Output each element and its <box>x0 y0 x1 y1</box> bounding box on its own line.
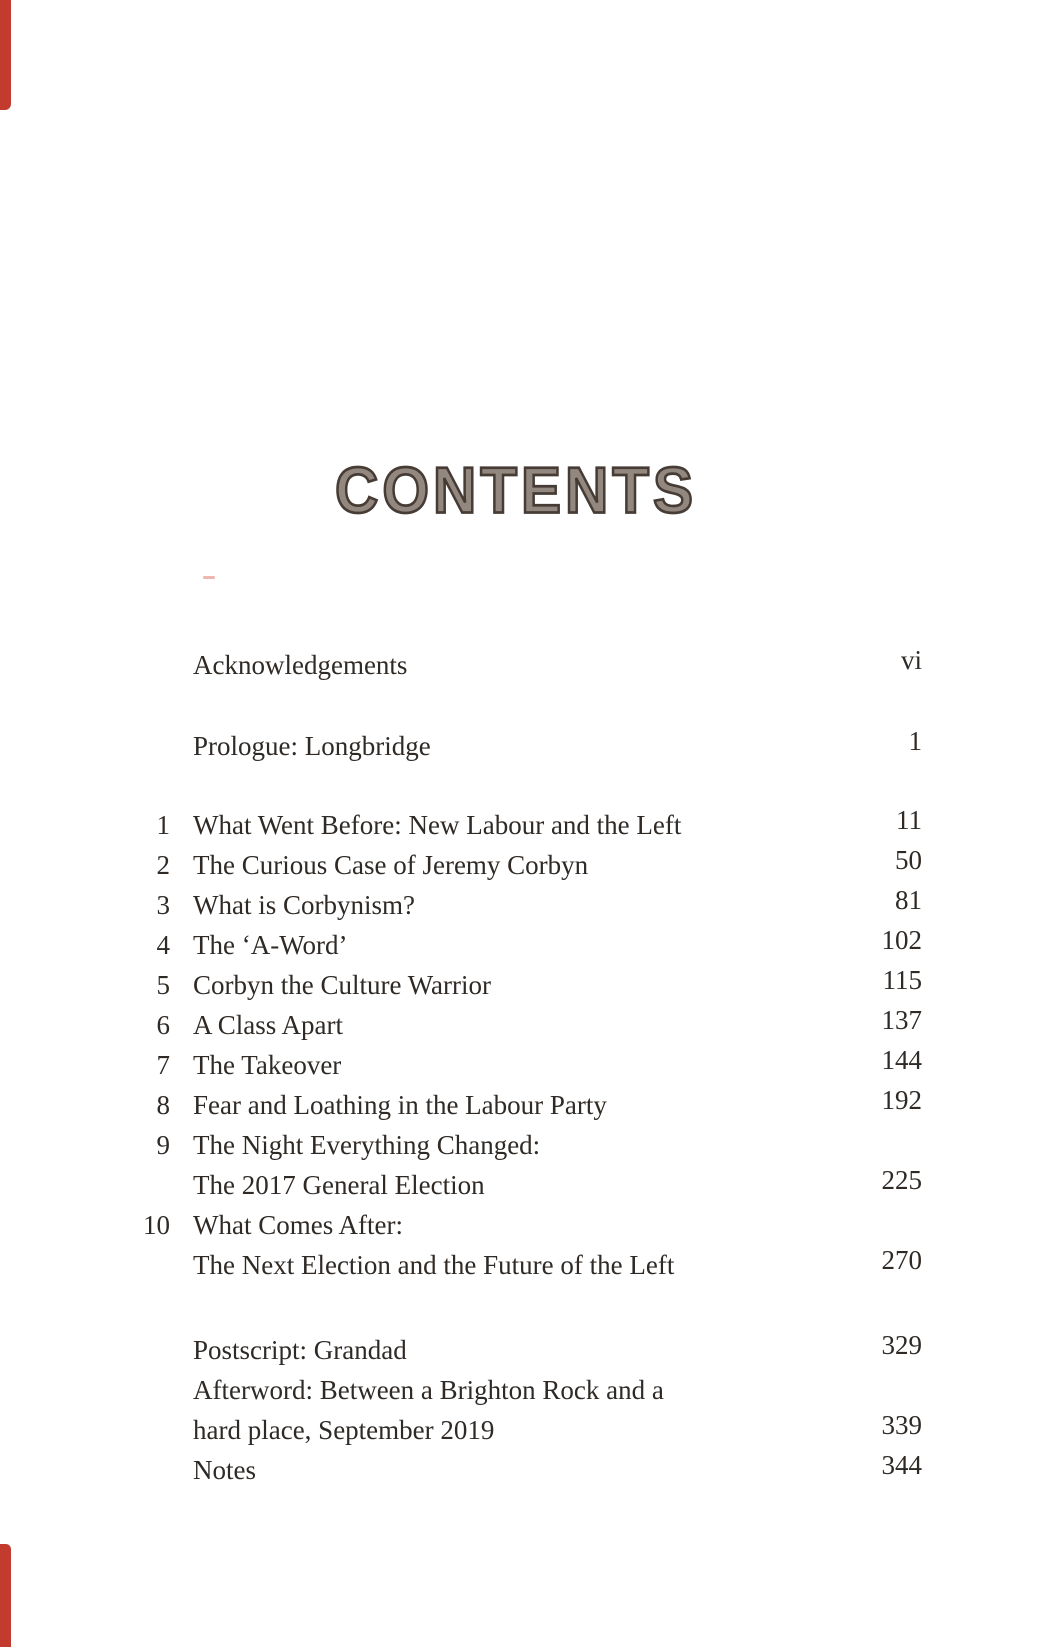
page-number: 50 <box>895 845 922 875</box>
toc-row <box>142 1450 922 1490</box>
front-matter-section <box>142 645 922 766</box>
toc-row <box>142 1370 922 1450</box>
page-number: 81 <box>895 885 922 915</box>
entry-title-line: A Class Apart <box>193 1010 344 1040</box>
entry-title-line: The Night Everything Changed: <box>193 1130 541 1160</box>
page-number: 192 <box>881 1085 922 1115</box>
chapter-number: 8 <box>156 1090 170 1120</box>
toc-row <box>142 1045 922 1085</box>
entry-title <box>193 1125 858 1205</box>
scan-edge-artifact-top <box>0 0 11 110</box>
chapter-number: 3 <box>156 890 170 920</box>
chapter-number: 4 <box>156 930 170 960</box>
entry-title-line: What is Corbynism? <box>193 890 415 920</box>
page-number: 137 <box>881 1005 922 1035</box>
page-number: 11 <box>896 805 922 835</box>
page-number: 1 <box>908 726 922 756</box>
toc-row <box>142 885 922 925</box>
page-number: 225 <box>881 1165 922 1195</box>
chapters-section <box>142 805 922 1285</box>
entry-title <box>193 1085 858 1125</box>
toc-row <box>142 925 922 965</box>
page-number: 115 <box>882 965 922 995</box>
toc-row <box>142 1205 922 1285</box>
chapter-number: 7 <box>156 1050 170 1080</box>
entry-title-line: Acknowledgements <box>193 650 408 680</box>
entry-title-line: hard place, September 2019 <box>193 1415 495 1445</box>
toc-row <box>142 1005 922 1045</box>
entry-title <box>193 925 858 965</box>
entry-title <box>193 1205 858 1285</box>
entry-title <box>193 965 858 1005</box>
entry-title <box>193 1370 858 1450</box>
entry-title <box>193 1450 858 1490</box>
entry-title <box>193 885 858 925</box>
entry-title-line: Prologue: Longbridge <box>193 731 431 761</box>
entry-title <box>193 1005 858 1045</box>
chapter-number: 2 <box>156 850 170 880</box>
toc-row <box>142 645 922 685</box>
page-number: 329 <box>881 1330 922 1360</box>
page-number: 144 <box>881 1045 922 1075</box>
chapter-number: 5 <box>156 970 170 1000</box>
entry-title-line: The Takeover <box>193 1050 342 1080</box>
entry-title-line: Afterword: Between a Brighton Rock and a <box>193 1375 664 1405</box>
chapter-number: 1 <box>156 810 170 840</box>
entry-title <box>193 726 858 766</box>
toc-row <box>142 1330 922 1370</box>
scan-edge-artifact-bottom <box>0 1544 11 1647</box>
entry-title-line: The ‘A-Word’ <box>193 930 348 960</box>
toc-row <box>142 805 922 845</box>
entry-title-line: What Went Before: New Labour and the Left <box>193 810 682 840</box>
entry-title-line: What Comes After: <box>193 1210 403 1240</box>
entry-title-line: Notes <box>193 1455 256 1485</box>
chapter-number: 10 <box>143 1210 170 1240</box>
back-matter-section <box>142 1330 922 1490</box>
toc-row <box>142 1085 922 1125</box>
entry-title-line: The Next Election and the Future of the Left <box>193 1250 675 1280</box>
pen-mark-artifact <box>203 576 215 579</box>
title-block <box>0 452 1056 530</box>
page-number: 270 <box>881 1245 922 1275</box>
page-number: 339 <box>881 1410 922 1440</box>
entry-title-line: Postscript: Grandad <box>193 1335 407 1365</box>
chapter-number: 9 <box>156 1130 170 1160</box>
entry-title <box>193 1045 858 1085</box>
toc-row <box>142 965 922 1005</box>
page-number: 102 <box>881 925 922 955</box>
page-number: 344 <box>881 1450 922 1480</box>
chapter-number: 6 <box>156 1010 170 1040</box>
entry-title-line: Corbyn the Culture Warrior <box>193 970 492 1000</box>
entry-title-line: The Curious Case of Jeremy Corbyn <box>193 850 589 880</box>
toc-row <box>142 845 922 885</box>
entry-title-line: The 2017 General Election <box>193 1170 485 1200</box>
entry-title <box>193 1330 858 1370</box>
toc-row <box>142 726 922 766</box>
page-number: vi <box>900 645 922 675</box>
entry-title <box>193 645 858 685</box>
table-of-contents <box>142 645 922 1490</box>
toc-row <box>142 1125 922 1205</box>
page-title: CONTENTS <box>335 454 697 527</box>
entry-title <box>193 845 858 885</box>
entry-title-line: Fear and Loathing in the Labour Party <box>193 1090 607 1120</box>
entry-title <box>193 805 858 845</box>
